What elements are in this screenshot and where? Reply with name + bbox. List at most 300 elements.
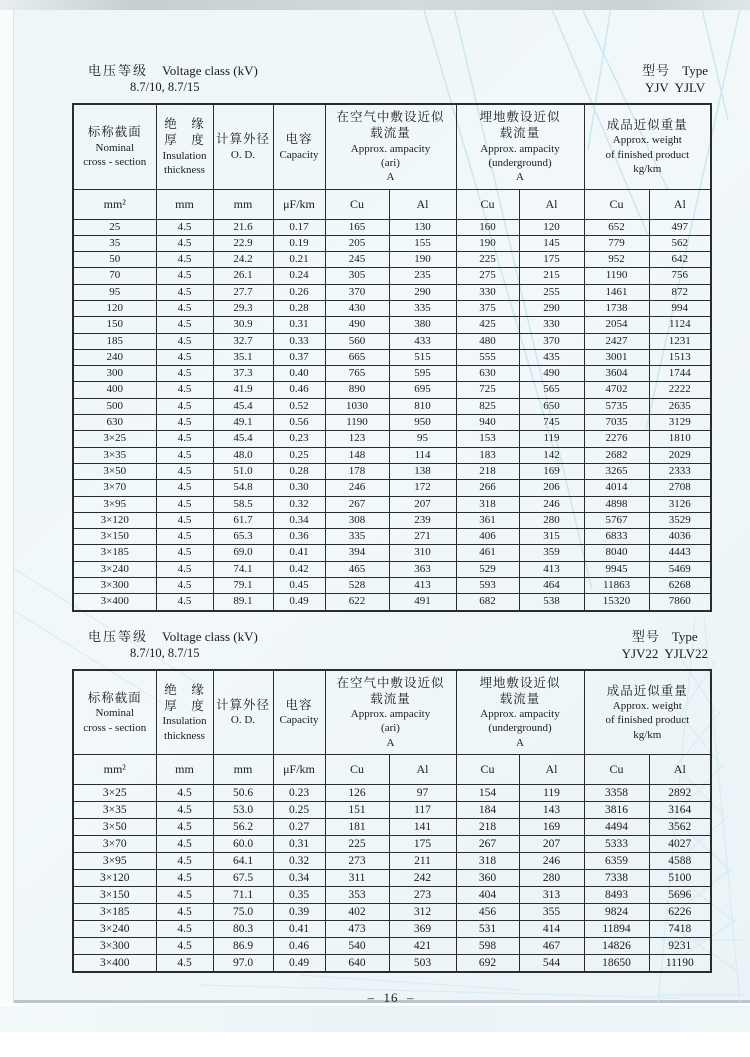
table-cell: 3×300 (73, 578, 156, 594)
table-cell: 4.5 (156, 252, 213, 268)
table-row (73, 887, 711, 904)
table-cell: 4702 (584, 382, 649, 398)
table-cell: 4.5 (156, 545, 213, 561)
table-cell: 300 (73, 366, 156, 382)
table-cell: 6226 (649, 904, 711, 921)
table-cell: 48.0 (213, 447, 273, 463)
table-row (73, 594, 711, 611)
table-cell: 30.9 (213, 317, 273, 333)
table-cell: 4.5 (156, 284, 213, 300)
table-cell: 665 (325, 349, 389, 365)
table-cell: 3816 (584, 802, 649, 819)
table-cell: 779 (584, 235, 649, 251)
table-cell: 3×400 (73, 955, 156, 973)
table-cell: 255 (519, 284, 584, 300)
table-cell: 153 (456, 431, 519, 447)
table-cell: 246 (325, 480, 389, 496)
table-cell: 69.0 (213, 545, 273, 561)
table-cell: 5767 (584, 512, 649, 528)
table-cell: 1738 (584, 300, 649, 316)
table-cell: 370 (519, 333, 584, 349)
table-cell: 89.1 (213, 594, 273, 611)
table-cell: 2029 (649, 447, 711, 463)
table-cell: 3604 (584, 366, 649, 382)
table-cell: 994 (649, 300, 711, 316)
table-cell: 595 (389, 366, 456, 382)
type-value: YJV22 YJLV22 (621, 645, 708, 661)
table-cell: 120 (519, 219, 584, 235)
table-cell: 184 (456, 802, 519, 819)
table-cell: 50.6 (213, 785, 273, 802)
table-cell: 467 (519, 938, 584, 955)
table-cell: 3164 (649, 802, 711, 819)
table-cell: 215 (519, 268, 584, 284)
table-cell: 21.6 (213, 219, 273, 235)
table-cell: 544 (519, 955, 584, 973)
table-cell: 0.40 (273, 366, 325, 382)
table-cell: 130 (389, 219, 456, 235)
table-cell: 363 (389, 561, 456, 577)
table-cell: 32.7 (213, 333, 273, 349)
unit-cell: Cu (584, 189, 649, 219)
table-cell: 86.9 (213, 938, 273, 955)
unit-cell: Al (389, 755, 456, 785)
table-cell: 0.46 (273, 938, 325, 955)
table-body (73, 219, 711, 611)
table-cell: 3265 (584, 463, 649, 479)
unit-cell: Al (519, 189, 584, 219)
table-cell: 3×150 (73, 887, 156, 904)
type-label-en: Type (682, 63, 708, 78)
table-cell: 207 (519, 836, 584, 853)
table-row (73, 268, 711, 284)
table-row (73, 561, 711, 577)
table-cell: 555 (456, 349, 519, 365)
table-cell: 0.25 (273, 802, 325, 819)
table-cell: 74.1 (213, 561, 273, 577)
table-row (73, 938, 711, 955)
table-cell: 245 (325, 252, 389, 268)
col-header-insulation: 绝 缘 厚 度 Insulation thickness (156, 670, 213, 755)
table-cell: 155 (389, 235, 456, 251)
table-cell: 0.41 (273, 921, 325, 938)
section-header-yjv (72, 60, 710, 96)
table-cell: 3×95 (73, 496, 156, 512)
table-cell: 120 (73, 300, 156, 316)
table-cell: 95 (389, 431, 456, 447)
table-cell: 4.5 (156, 480, 213, 496)
table-cell: 430 (325, 300, 389, 316)
table-cell: 4443 (649, 545, 711, 561)
table-cell: 154 (456, 785, 519, 802)
table-cell: 3×50 (73, 819, 156, 836)
table-cell: 4.5 (156, 529, 213, 545)
table-cell: 0.39 (273, 904, 325, 921)
type-label (622, 626, 708, 645)
table-cell: 117 (389, 802, 456, 819)
table-cell: 225 (456, 252, 519, 268)
table-cell: 5100 (649, 870, 711, 887)
table-cell: 7035 (584, 415, 649, 431)
table-cell: 4.5 (156, 938, 213, 955)
header-row (73, 104, 711, 189)
table-cell: 0.56 (273, 415, 325, 431)
table-cell: 560 (325, 333, 389, 349)
table-cell: 0.28 (273, 463, 325, 479)
unit-cell: Al (649, 189, 711, 219)
table-cell: 4.5 (156, 594, 213, 611)
table-row (73, 785, 711, 802)
table-cell: 2682 (584, 447, 649, 463)
table-cell: 4588 (649, 853, 711, 870)
table-cell: 4898 (584, 496, 649, 512)
table-cell: 11863 (584, 578, 649, 594)
table-cell: 0.46 (273, 382, 325, 398)
col-header-cross-section: 标称截面 Nominal cross - section (73, 670, 156, 755)
table-cell: 145 (519, 235, 584, 251)
table-row (73, 235, 711, 251)
unit-cell: mm (156, 189, 213, 219)
table-cell: 630 (456, 366, 519, 382)
table-cell: 6833 (584, 529, 649, 545)
table-cell: 531 (456, 921, 519, 938)
table-cell: 211 (389, 853, 456, 870)
table-cell: 3001 (584, 349, 649, 365)
type-block (642, 60, 708, 96)
table-cell: 35.1 (213, 349, 273, 365)
table-cell: 0.36 (273, 529, 325, 545)
table-cell: 308 (325, 512, 389, 528)
type-label (642, 60, 708, 79)
table-cell: 11894 (584, 921, 649, 938)
table-cell: 18650 (584, 955, 649, 973)
table-cell: 380 (389, 317, 456, 333)
table-cell: 4.5 (156, 431, 213, 447)
table-cell: 5735 (584, 398, 649, 414)
table-cell: 141 (389, 819, 456, 836)
table-cell: 515 (389, 349, 456, 365)
col-header-cross-section: 标称截面 Nominal cross - section (73, 104, 156, 189)
table-cell: 0.24 (273, 268, 325, 284)
table-row (73, 317, 711, 333)
table-cell: 5333 (584, 836, 649, 853)
units-row (73, 189, 711, 219)
table-cell: 49.1 (213, 415, 273, 431)
table-cell: 0.31 (273, 317, 325, 333)
table-cell: 29.3 (213, 300, 273, 316)
table-cell: 3×240 (73, 921, 156, 938)
table-cell: 0.49 (273, 594, 325, 611)
table-cell: 7860 (649, 594, 711, 611)
table-cell: 64.1 (213, 853, 273, 870)
table-cell: 2222 (649, 382, 711, 398)
table-cell: 872 (649, 284, 711, 300)
table-cell: 1030 (325, 398, 389, 414)
table-cell: 0.34 (273, 512, 325, 528)
unit-cell: μF/km (273, 755, 325, 785)
table-cell: 7338 (584, 870, 649, 887)
unit-cell: μF/km (273, 189, 325, 219)
table-cell: 0.17 (273, 219, 325, 235)
table-cell: 3129 (649, 415, 711, 431)
table-cell: 0.35 (273, 887, 325, 904)
table-cell: 0.19 (273, 235, 325, 251)
table-cell: 9824 (584, 904, 649, 921)
table-cell: 61.7 (213, 512, 273, 528)
unit-cell: mm (213, 755, 273, 785)
table-cell: 360 (456, 870, 519, 887)
table-row (73, 802, 711, 819)
unit-cell: Al (389, 189, 456, 219)
table-row (73, 333, 711, 349)
table-row (73, 398, 711, 414)
table-cell: 312 (389, 904, 456, 921)
table-cell: 290 (389, 284, 456, 300)
col-header-ampacity-air: 在空气中敷设近似 载流量 Approx. ampacity (ari) A (325, 104, 456, 189)
scan-edge-bottom (0, 1006, 750, 1032)
col-header-insulation: 绝 缘 厚 度 Insulation thickness (156, 104, 213, 189)
table-cell: 1513 (649, 349, 711, 365)
unit-cell: Al (649, 755, 711, 785)
table-cell: 246 (519, 496, 584, 512)
voltage-class-label-en: Voltage class (kV) (162, 63, 258, 78)
table-cell: 4.5 (156, 853, 213, 870)
table-cell: 4.5 (156, 382, 213, 398)
table-cell: 4036 (649, 529, 711, 545)
table-cell: 940 (456, 415, 519, 431)
table-row (73, 219, 711, 235)
table-cell: 413 (519, 561, 584, 577)
table-cell: 0.25 (273, 447, 325, 463)
table-cell: 640 (325, 955, 389, 973)
table-cell: 14826 (584, 938, 649, 955)
table-cell: 318 (456, 496, 519, 512)
table-cell: 273 (325, 853, 389, 870)
table-cell: 169 (519, 819, 584, 836)
table-cell: 406 (456, 529, 519, 545)
table-cell: 267 (456, 836, 519, 853)
table-cell: 622 (325, 594, 389, 611)
table-cell: 0.52 (273, 398, 325, 414)
unit-cell: Cu (325, 189, 389, 219)
table-cell: 361 (456, 512, 519, 528)
table-cell: 126 (325, 785, 389, 802)
table-cell: 5469 (649, 561, 711, 577)
table-cell: 529 (456, 561, 519, 577)
table-cell: 4.5 (156, 870, 213, 887)
table-cell: 318 (456, 853, 519, 870)
unit-cell: Cu (584, 755, 649, 785)
table-cell: 15320 (584, 594, 649, 611)
table-cell: 353 (325, 887, 389, 904)
type-label-cn: 型号 (642, 63, 671, 78)
table-row (73, 480, 711, 496)
table-cell: 503 (389, 955, 456, 973)
table-row (73, 836, 711, 853)
table-cell: 528 (325, 578, 389, 594)
table-cell: 4.5 (156, 561, 213, 577)
table-cell: 0.41 (273, 545, 325, 561)
table-cell: 151 (325, 802, 389, 819)
table-row (73, 382, 711, 398)
table-row (73, 512, 711, 528)
table-cell: 3×70 (73, 836, 156, 853)
table-cell: 25 (73, 219, 156, 235)
table-cell: 3×400 (73, 594, 156, 611)
table-row (73, 366, 711, 382)
table-cell: 235 (389, 268, 456, 284)
table-cell: 2635 (649, 398, 711, 414)
table-cell: 5696 (649, 887, 711, 904)
table-cell: 35 (73, 235, 156, 251)
table-cell: 3562 (649, 819, 711, 836)
table-cell: 181 (325, 819, 389, 836)
table-cell: 650 (519, 398, 584, 414)
table-cell: 4494 (584, 819, 649, 836)
table-cell: 185 (73, 333, 156, 349)
table-row (73, 819, 711, 836)
col-header-od: 计算外径 O. D. (213, 104, 273, 189)
table-cell: 355 (519, 904, 584, 921)
table-cell: 692 (456, 955, 519, 973)
table-row (73, 463, 711, 479)
table-cell: 4.5 (156, 398, 213, 414)
col-header-weight: 成品近似重量 Approx. weight of finished product kg/km (584, 670, 711, 755)
unit-cell: mm (156, 755, 213, 785)
table-cell: 952 (584, 252, 649, 268)
table-cell: 4014 (584, 480, 649, 496)
table-cell: 190 (389, 252, 456, 268)
table-row (73, 904, 711, 921)
table-cell: 480 (456, 333, 519, 349)
voltage-class-label-cn: 电压等级 (88, 63, 149, 78)
table-cell: 370 (325, 284, 389, 300)
unit-cell: mm (213, 189, 273, 219)
unit-cell: mm² (73, 189, 156, 219)
table-row (73, 921, 711, 938)
table-cell: 45.4 (213, 398, 273, 414)
table-cell: 0.34 (273, 870, 325, 887)
col-header-ampacity-air: 在空气中敷设近似 载流量 Approx. ampacity (ari) A (325, 670, 456, 755)
table-cell: 290 (519, 300, 584, 316)
table-cell: 313 (519, 887, 584, 904)
col-header-capacity: 电容 Capacity (273, 670, 325, 755)
table-cell: 3×150 (73, 529, 156, 545)
table-cell: 359 (519, 545, 584, 561)
table-row (73, 853, 711, 870)
table-cell: 402 (325, 904, 389, 921)
table-cell: 275 (456, 268, 519, 284)
table-cell: 3×120 (73, 512, 156, 528)
table-cell: 394 (325, 545, 389, 561)
table-cell: 239 (389, 512, 456, 528)
table-cell: 45.4 (213, 431, 273, 447)
table-cell: 3×35 (73, 802, 156, 819)
table-cell: 280 (519, 512, 584, 528)
table-cell: 465 (325, 561, 389, 577)
table-row (73, 870, 711, 887)
unit-cell: Cu (456, 189, 519, 219)
table-cell: 6268 (649, 578, 711, 594)
table-cell: 4.5 (156, 819, 213, 836)
table-cell: 491 (389, 594, 456, 611)
table-cell: 225 (325, 836, 389, 853)
table-cell: 26.1 (213, 268, 273, 284)
table-cell: 97.0 (213, 955, 273, 973)
table-cell: 3126 (649, 496, 711, 512)
col-header-ampacity-underground: 埋地敷设近似 载流量 Approx. ampacity (underground) A (456, 670, 584, 755)
table-cell: 4.5 (156, 333, 213, 349)
table-cell: 473 (325, 921, 389, 938)
table-cell: 745 (519, 415, 584, 431)
table-cell: 335 (389, 300, 456, 316)
table-cell: 65.3 (213, 529, 273, 545)
table-cell: 464 (519, 578, 584, 594)
table-cell: 0.28 (273, 300, 325, 316)
table-cell: 4.5 (156, 317, 213, 333)
table-cell: 7418 (649, 921, 711, 938)
table-cell: 2333 (649, 463, 711, 479)
table-cell: 0.27 (273, 819, 325, 836)
table-cell: 3529 (649, 512, 711, 528)
table-cell: 330 (456, 284, 519, 300)
table-cell: 695 (389, 382, 456, 398)
table-cell: 4.5 (156, 512, 213, 528)
col-header-ampacity-underground: 埋地敷设近似 载流量 Approx. ampacity (underground) A (456, 104, 584, 189)
voltage-class-label-cn: 电压等级 (88, 628, 149, 644)
table-cell: 11190 (649, 955, 711, 973)
table-row (73, 955, 711, 973)
table-cell: 4.5 (156, 955, 213, 973)
table-cell: 178 (325, 463, 389, 479)
table-cell: 950 (389, 415, 456, 431)
table-cell: 3×25 (73, 431, 156, 447)
table-cell: 150 (73, 317, 156, 333)
table-cell: 240 (73, 349, 156, 365)
table-cell: 172 (389, 480, 456, 496)
table-cell: 0.26 (273, 284, 325, 300)
table-cell: 1461 (584, 284, 649, 300)
table-cell: 404 (456, 887, 519, 904)
table-cell: 565 (519, 382, 584, 398)
table-cell: 2427 (584, 333, 649, 349)
table-cell: 652 (584, 219, 649, 235)
table-cell: 114 (389, 447, 456, 463)
table-cell: 41.9 (213, 382, 273, 398)
table-cell: 9231 (649, 938, 711, 955)
table-cell: 4.5 (156, 802, 213, 819)
table-cell: 330 (519, 317, 584, 333)
table-cell: 60.0 (213, 836, 273, 853)
spec-table-yjv22 (72, 669, 712, 974)
table-cell: 218 (456, 463, 519, 479)
table-cell: 175 (519, 252, 584, 268)
table-cell: 4.5 (156, 300, 213, 316)
table-cell: 165 (325, 219, 389, 235)
table-cell: 119 (519, 431, 584, 447)
table-cell: 242 (389, 870, 456, 887)
table-row (73, 578, 711, 594)
table-cell: 0.23 (273, 431, 325, 447)
table-cell: 95 (73, 284, 156, 300)
table-cell: 56.2 (213, 819, 273, 836)
table-cell: 273 (389, 887, 456, 904)
table-cell: 4.5 (156, 268, 213, 284)
table-cell: 461 (456, 545, 519, 561)
table-cell: 562 (649, 235, 711, 251)
table-row (73, 349, 711, 365)
table-cell: 67.5 (213, 870, 273, 887)
